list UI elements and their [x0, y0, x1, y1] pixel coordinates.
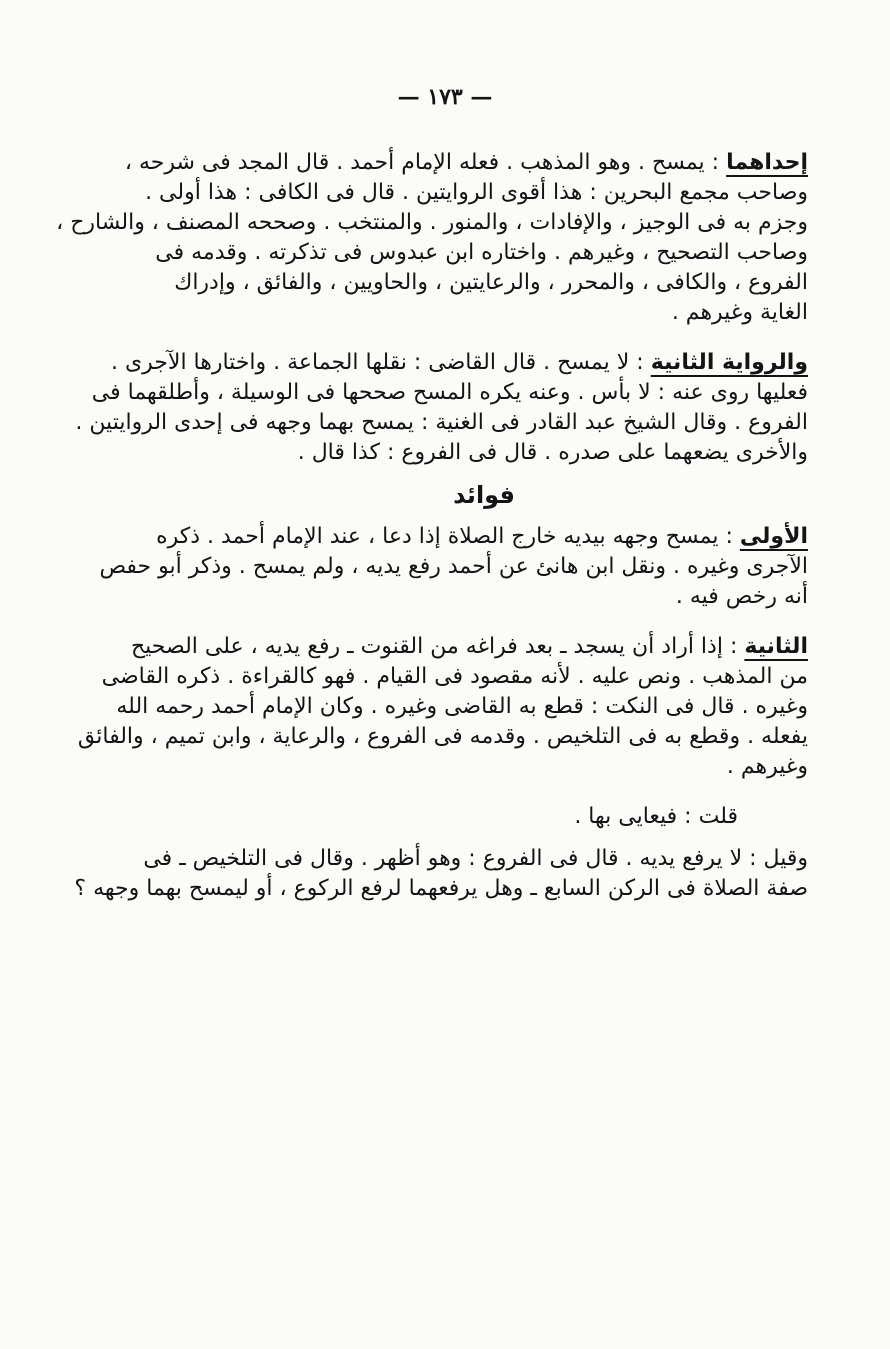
text-line: وصاحب مجمع البحرين : هذا أقوى الروايتين . قال فى الكافى : هذا أولى .	[145, 180, 808, 205]
paragraph-final	[74, 844, 808, 904]
section-heading: فوائد	[453, 481, 515, 509]
paragraph-first-narration	[56, 148, 808, 328]
text-line: وغيره . قال فى النكت : قطع به القاضى وغيره . وكان الإمام أحمد رحمه الله	[116, 694, 808, 719]
benefit-first	[99, 522, 808, 612]
text-line: وقيل : لا يرفع يديه . قال فى الفروع : وهو أظهر . وقال فى التلخيص ـ فى	[143, 846, 808, 871]
lead-word: والرواية الثانية	[650, 350, 808, 375]
text-line: وصاحب التصحيح ، وغيرهم . واختاره ابن عبدوس فى تذكرته . وقدمه فى	[155, 240, 808, 265]
text-line: الغاية وغيرهم .	[671, 300, 808, 325]
lead-word: الأولى	[739, 524, 808, 549]
text-line: وغيرهم .	[726, 754, 808, 779]
text-line: يفعله . وقطع به فى التلخيص . وقدمه فى الفروع ، والرعاية ، وابن تميم ، والفائق	[77, 724, 808, 749]
text-line: والأخرى يضعهما على صدره . قال فى الفروع : كذا قال .	[297, 440, 808, 465]
text-line: فعليها روى عنه : لا بأس . وعنه يكره المسح صححها فى الوسيلة ، وأطلقهما فى	[91, 380, 808, 405]
text-line: والرواية الثانية : لا يمسح . قال القاضى : نقلها الجماعة . واختارها الآجرى .	[110, 350, 808, 375]
lead-word: الثانية	[744, 634, 808, 659]
lead-word: إحداهما	[726, 150, 808, 175]
text-line: الفروع ، والكافى ، والمحرر ، والرعايتين ، والحاويين ، والفائق ، وإدراك	[174, 270, 808, 295]
text-line: وجزم به فى الوجيز ، والإفادات ، والمنور . والمنتخب . وصححه المصنف ، والشارح ،	[56, 210, 808, 235]
text-line: من المذهب . ونص عليه . لأنه مقصود فى القيام . فهو كالقراءة . ذكره القاضى	[101, 664, 808, 689]
text-column	[56, 148, 808, 904]
text-line: الآجرى وغيره . ونقل ابن هانئ عن أحمد رفع يديه ، ولم يمسح . وذكر أبو حفص	[99, 554, 808, 579]
text-line: صفة الصلاة فى الركن السابع ـ وهل يرفعهما لرفع الركوع ، أو ليمسح بهما وجهه ؟	[74, 876, 808, 901]
paragraph-second-narration	[75, 348, 808, 468]
text-line: الأولى : يمسح وجهه بيديه خارج الصلاة إذا دعا ، عند الإمام أحمد . ذكره	[156, 524, 808, 549]
text-line: الفروع . وقال الشيخ عبد القادر فى الغنية : يمسح بهما وجهه فى إحدى الروايتين .	[75, 410, 808, 435]
text-line: أنه رخص فيه .	[675, 584, 808, 609]
page-number: — ١٧٣ —	[397, 84, 493, 110]
text-line: الثانية : إذا أراد أن يسجد ـ بعد فراغه من القنوت ـ رفع يديه ، على الصحيح	[130, 634, 808, 659]
note-line: قلت : فيعايى بها .	[574, 804, 738, 829]
benefit-second	[77, 632, 808, 782]
text-line: إحداهما : يمسح . وهو المذهب . فعله الإمام أحمد . قال المجد فى شرحه ،	[124, 150, 808, 175]
